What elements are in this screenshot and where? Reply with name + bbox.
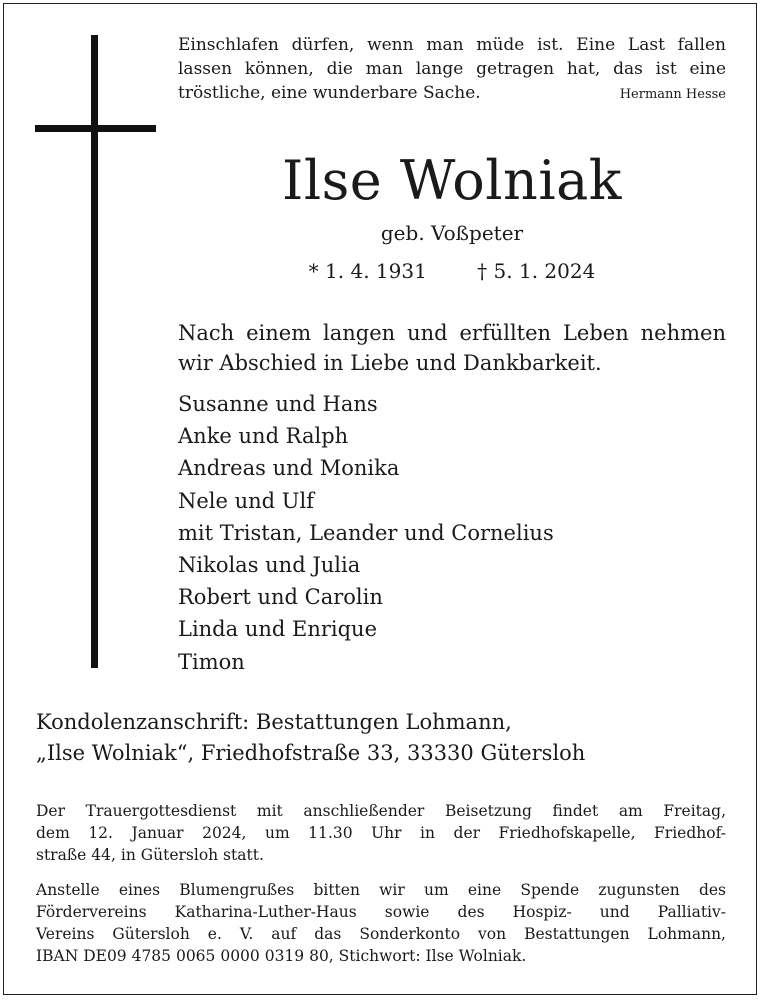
death-date: † 5. 1. 2024 <box>477 259 596 283</box>
maiden-name: geb. Voßpeter <box>380 221 524 245</box>
funeral-line: Der Trauergottesdienst mit anschließender Beisetzung findet am Freitag, <box>36 802 726 820</box>
donation-notice <box>36 879 726 967</box>
family-member: Robert und Carolin <box>178 585 383 610</box>
quote-last-line <box>178 81 726 107</box>
family-member: Nikolas und Julia <box>178 553 361 578</box>
family-list <box>178 388 726 678</box>
donation-line: IBAN DE09 4785 0065 0000 0319 80, Stichwort: Ilse Wolniak. <box>36 947 527 965</box>
family-member: Nele und Ulf <box>178 488 314 513</box>
family-member: Linda und Enrique <box>178 617 377 642</box>
cross-horizontal-bar <box>35 125 156 132</box>
deceased-name: Ilse Wolniak <box>281 149 623 212</box>
condolence-line: Kondolenzanschrift: Bestattungen Lohmann, <box>36 710 512 734</box>
family-member: Andreas und Monika <box>178 456 400 481</box>
quote <box>178 33 726 107</box>
funeral-line: dem 12. Januar 2024, um 11.30 Uhr in der Friedhofskapelle, Friedhof- <box>36 824 726 842</box>
funeral-line: straße 44, in Gütersloh statt. <box>36 846 264 864</box>
family-member: mit Tristan, Leander und Cornelius <box>178 520 554 545</box>
quote-line: lassen können, die man lange getragen hat, das ist eine <box>178 59 726 79</box>
donation-line: Vereins Gütersloh e. V. auf das Sonderkonto von Bestattungen Lohmann, <box>36 925 726 943</box>
funeral-notice <box>36 800 726 866</box>
farewell-line: Nach einem langen und erfüllten Leben nehmen <box>178 321 726 345</box>
life-dates <box>178 256 726 286</box>
farewell-text <box>178 318 726 378</box>
quote-author: Hermann Hesse <box>619 87 726 102</box>
quote-line: Einschlafen dürfen, wenn man müde ist. Eine Last fallen <box>178 35 726 55</box>
farewell-line: wir Abschied in Liebe und Dankbarkeit. <box>178 351 602 375</box>
donation-line: Fördervereins Katharina-Luther-Haus sowie des Hospiz- und Palliativ- <box>36 903 726 921</box>
condolence-address <box>36 707 726 769</box>
family-member: Susanne und Hans <box>178 392 378 416</box>
family-member: Timon <box>178 649 245 674</box>
donation-line: Anstelle eines Blumengrußes bitten wir um eine Spende zugunsten des <box>36 881 726 899</box>
quote-line: tröstliche, eine wunderbare Sache. <box>178 83 481 103</box>
family-member: Anke und Ralph <box>178 424 349 449</box>
condolence-line: „Ilse Wolniak“, Friedhofstraße 33, 33330 Gütersloh <box>36 741 586 765</box>
birth-date: * 1. 4. 1931 <box>308 259 427 283</box>
